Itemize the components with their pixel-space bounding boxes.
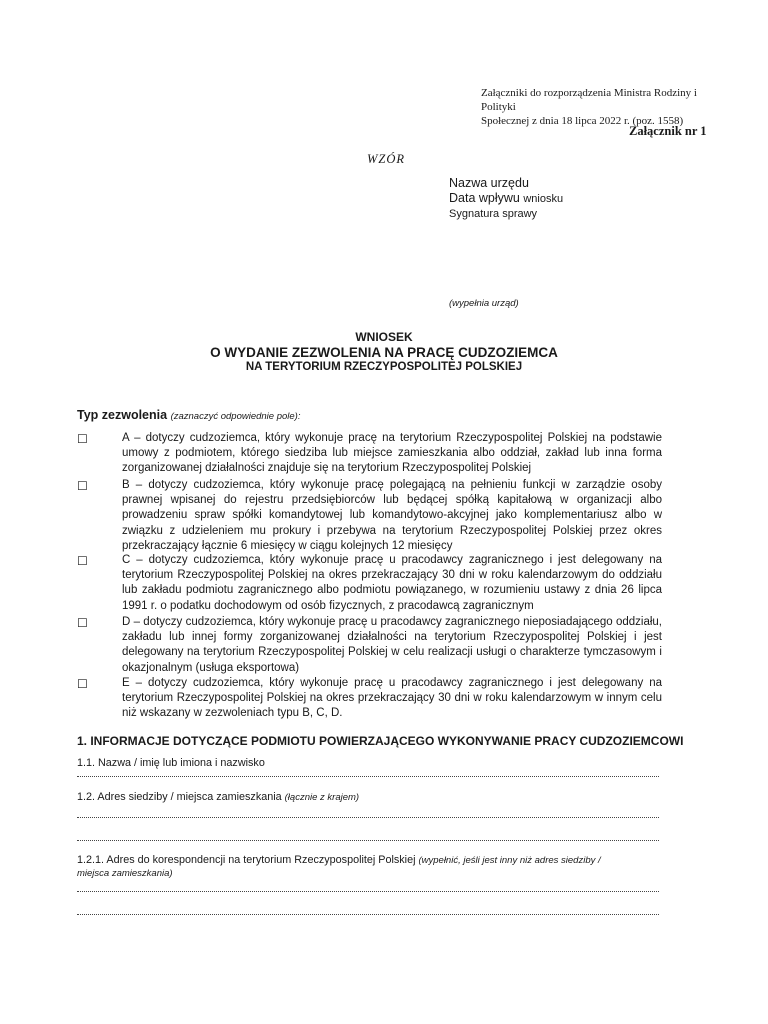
office-block <box>449 176 563 222</box>
option-type-c: C – dotyczy cudzoziemca, który wykonuje pracę u pracodawcy zagranicznego i jest delegowany na terytorium Rzeczypospolitej Polskiej na okres przekraczający 30 dni w roku kalendarzowym do oddziału lub zakładu podmiotu zagranicznego albo podmiotu powiązanego, w rozumieniu ustawy z dnia 26 lipca 1991 r. o podatku dochodowym od osób fizycznych, z pracodawcą zagranicznym <box>122 554 662 612</box>
option-type-b: B – dotyczy cudzoziemca, który wykonuje pracę polegającą na pełnieniu funkcji w zarządzie osoby prawnej wpisanej do rejestru przedsiębiorców lub będącej spółką kapitałową w organizacji albo prowadzeniu spraw spółki komandytowej lub komandytowo-akcyjnej jako komplementariusz albo w związku z udzieleniem mu prokury i przebywa na terytorium Rzeczypospolitej Polskiej przez okres przekraczający łącznie 6 miesięcy w ciągu kolejnych 12 miesięcy <box>122 479 662 552</box>
answer-line-1-2-1-b[interactable] <box>77 912 659 915</box>
checkbox-type-c[interactable]: ☐ <box>77 554 88 568</box>
answer-line-1-2-1-a[interactable] <box>77 889 659 892</box>
checkbox-type-a[interactable]: ☐ <box>77 432 88 446</box>
question-1-2-label: 1.2. Adres siedziby / miejsca zamieszkania (łącznie z krajem) <box>77 791 360 803</box>
checkbox-type-e[interactable]: ☐ <box>77 677 88 691</box>
annex-number: Załącznik nr 1 <box>629 124 707 138</box>
office-fill-note: (wypełnia urząd) <box>449 298 519 309</box>
checkbox-type-d[interactable]: ☐ <box>77 616 88 630</box>
title-line-1: WNIOSEK <box>355 330 413 344</box>
question-1-2-1-hint: miejsca zamieszkania) <box>77 868 173 879</box>
case-signature-label: Sygnatura sprawy <box>449 208 538 220</box>
question-1-2-1-label: 1.2.1. Adres do korespondencji na terytorium Rzeczypospolitej Polskiej (wypełnić, jeśli jest inny niż adres siedziby / <box>77 854 601 866</box>
receipt-date-label: Data wpływu wniosku <box>449 191 564 205</box>
option-type-e: E – dotyczy cudzoziemca, który wykonuje pracę u pracodawcy zagranicznego i jest delegowany na terytorium Rzeczypospolitej Polskiej na okres przekraczający 30 dni w roku kalendarzowym w innym celu niż wskazany w zezwoleniach typu B, C, D. <box>122 677 662 720</box>
checkbox-type-b[interactable]: ☐ <box>77 479 88 493</box>
option-type-d: D – dotyczy cudzoziemca, który wykonuje pracę u pracodawcy zagranicznego nieposiadającego oddziału, zakładu lub innej formy zorganizowanej działalności na terytorium Rzeczypospolitej Polskiej i jest delegowany na terytorium Rzeczypospolitej Polskiej w celu realizacji usługi o charakterze tymczasowym i okazjonalnym (usługa eksportowa) <box>122 616 662 674</box>
office-name-label: Nazwa urzędu <box>449 176 529 190</box>
permit-type-label: Typ zezwolenia (zaznaczyć odpowiednie pole): <box>77 408 301 422</box>
reference-line-1: Załączniki do rozporządzenia Ministra Rodziny i Polityki <box>481 87 697 113</box>
answer-line-1-2-a[interactable] <box>77 815 659 818</box>
section-1-title: 1. INFORMACJE DOTYCZĄCE PODMIOTU POWIERZAJĄCEGO WYKONYWANIE PRACY CUDZOZIEMCOWI <box>77 734 684 748</box>
regulation-reference <box>481 86 721 128</box>
reference-line-2: Społecznej z dnia 18 lipca 2022 r. (poz. 1558) <box>481 115 684 127</box>
option-type-a: A – dotyczy cudzoziemca, który wykonuje pracę na terytorium Rzeczypospolitej Polskiej na podstawie umowy z podmiotem, którego siedziba lub miejsce zamieszkania albo oddział, zakład lub inna forma zorganizowanej działalności znajduje się na terytorium Rzeczypospolitej Polskiej <box>122 432 662 475</box>
template-mark: WZÓR <box>367 152 406 166</box>
question-1-1-label: 1.1. Nazwa / imię lub imiona i nazwisko <box>77 757 265 769</box>
title-line-2: O WYDANIE ZEZWOLENIA NA PRACĘ CUDZOZIEMCA <box>210 345 558 360</box>
title-line-3: NA TERYTORIUM RZECZYPOSPOLITEJ POLSKIEJ <box>245 361 523 373</box>
answer-line-1-1[interactable] <box>77 774 659 777</box>
answer-line-1-2-b[interactable] <box>77 838 659 841</box>
